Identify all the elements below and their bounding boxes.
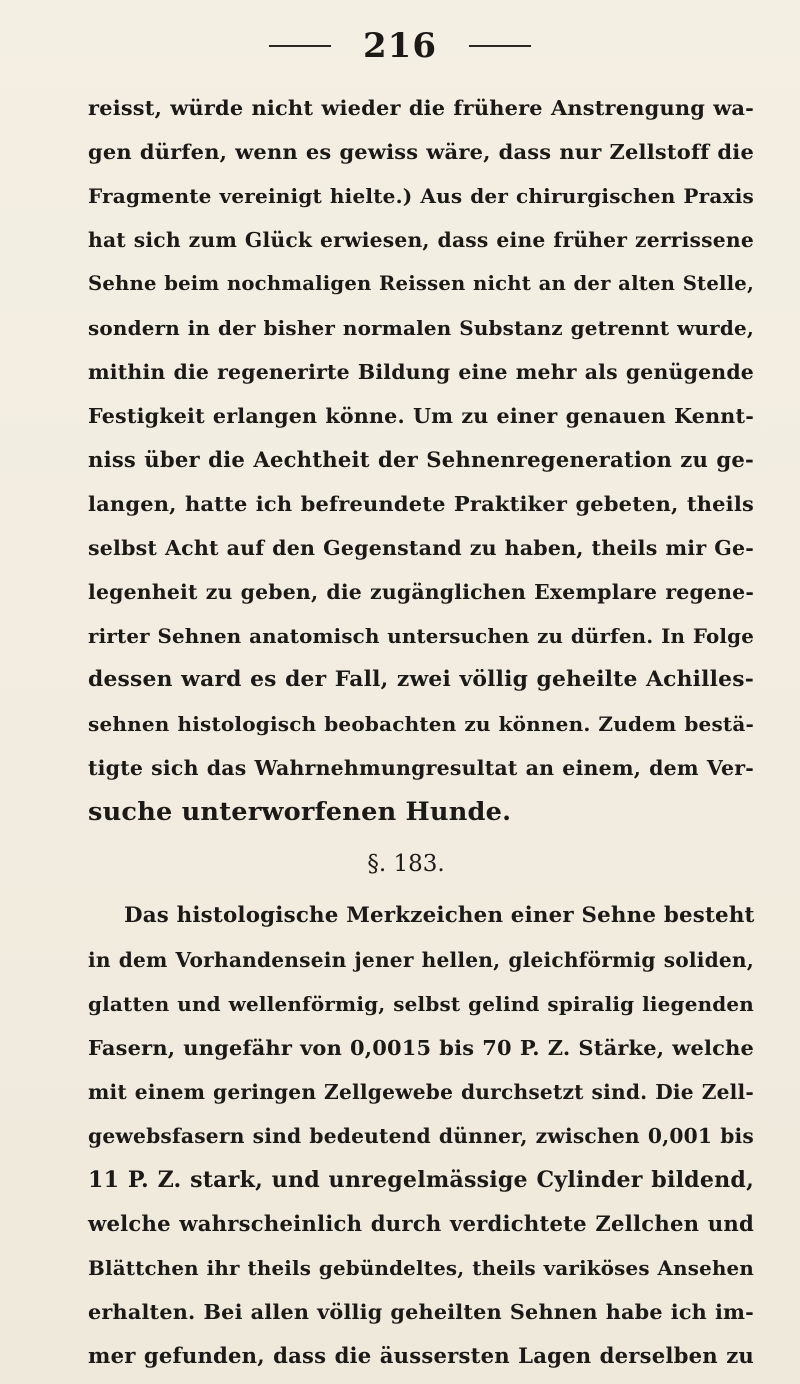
text-line: Festigkeit erlangen könne. Um zu einer genauen Kennt- bbox=[88, 404, 754, 428]
text-line: Das histologische Merkzeichen einer Sehne besteht bbox=[124, 903, 755, 928]
text-line: gen dürfen, wenn es gewiss wäre, dass nur Zellstoff die bbox=[88, 139, 754, 164]
page-number: 216 bbox=[363, 26, 437, 66]
text-line: mer gefunden, dass die äussersten Lagen derselben zu bbox=[88, 1343, 754, 1368]
text-line: Sehne beim nochmaligen Reissen nicht an der alten Stelle, bbox=[88, 272, 754, 295]
text-line: welche wahrscheinlich durch verdichtete Zellchen und bbox=[88, 1211, 754, 1236]
text-line: erhalten. Bei allen völlig geheilten Sehnen habe ich im- bbox=[88, 1300, 754, 1324]
text-line: selbst Acht auf den Gegenstand zu haben, theils mir Ge- bbox=[88, 536, 754, 560]
text-line: sehnen histologisch beobachten zu können. Zudem bestä- bbox=[88, 712, 754, 736]
text-line: dessen ward es der Fall, zwei völlig geheilte Achilles- bbox=[88, 667, 754, 692]
section-heading: §. 183. bbox=[367, 851, 445, 877]
text-line: legenheit zu geben, die zugänglichen Exemplare regene- bbox=[88, 580, 754, 604]
text-line: reisst, würde nicht wieder die frühere Anstrengung wa- bbox=[88, 95, 754, 120]
text-line: sondern in der bisher normalen Substanz getrennt wurde, bbox=[88, 316, 754, 340]
text-line: hat sich zum Glück erwiesen, dass eine früher zerrissene bbox=[88, 228, 754, 252]
text-line: suche unterworfenen Hunde. bbox=[88, 797, 512, 827]
text-line: tigte sich das Wahrnehmungresultat an einem, dem Ver- bbox=[88, 756, 754, 780]
text-line: glatten und wellenförmig, selbst gelind spiralig liegenden bbox=[88, 992, 754, 1016]
text-line: Fasern, ungefähr von 0,0015 bis 70 P. Z. Stärke, welche bbox=[88, 1035, 754, 1060]
text-line: gewebsfasern sind bedeutend dünner, zwischen 0,001 bis bbox=[88, 1124, 754, 1148]
text-line: niss über die Aechtheit der Sehnenregeneration zu ge- bbox=[88, 447, 754, 472]
body-text bbox=[88, 86, 754, 1378]
paragraph-1 bbox=[88, 86, 754, 834]
paragraph-2 bbox=[88, 894, 754, 1378]
text-line: 11 P. Z. stark, und unregelmässige Cylinder bildend, bbox=[88, 1167, 754, 1193]
header-rule-left bbox=[269, 45, 331, 47]
header-rule-right bbox=[469, 45, 531, 47]
text-line: Blättchen ihr theils gebündeltes, theils variköses Ansehen bbox=[88, 1256, 754, 1280]
text-line: mit einem geringen Zellgewebe durchsetzt sind. Die Zell- bbox=[88, 1080, 754, 1104]
text-line: Fragmente vereinigt hielte.) Aus der chirurgischen Praxis bbox=[88, 184, 754, 208]
page-header bbox=[0, 22, 800, 68]
text-line: rirter Sehnen anatomisch untersuchen zu dürfen. In Folge bbox=[88, 624, 754, 648]
text-line: langen, hatte ich befreundete Praktiker gebeten, theils bbox=[88, 491, 754, 516]
text-line: mithin die regenerirte Bildung eine mehr als genügende bbox=[88, 360, 754, 384]
text-line: in dem Vorhandensein jener hellen, gleichförmig soliden, bbox=[88, 948, 754, 972]
